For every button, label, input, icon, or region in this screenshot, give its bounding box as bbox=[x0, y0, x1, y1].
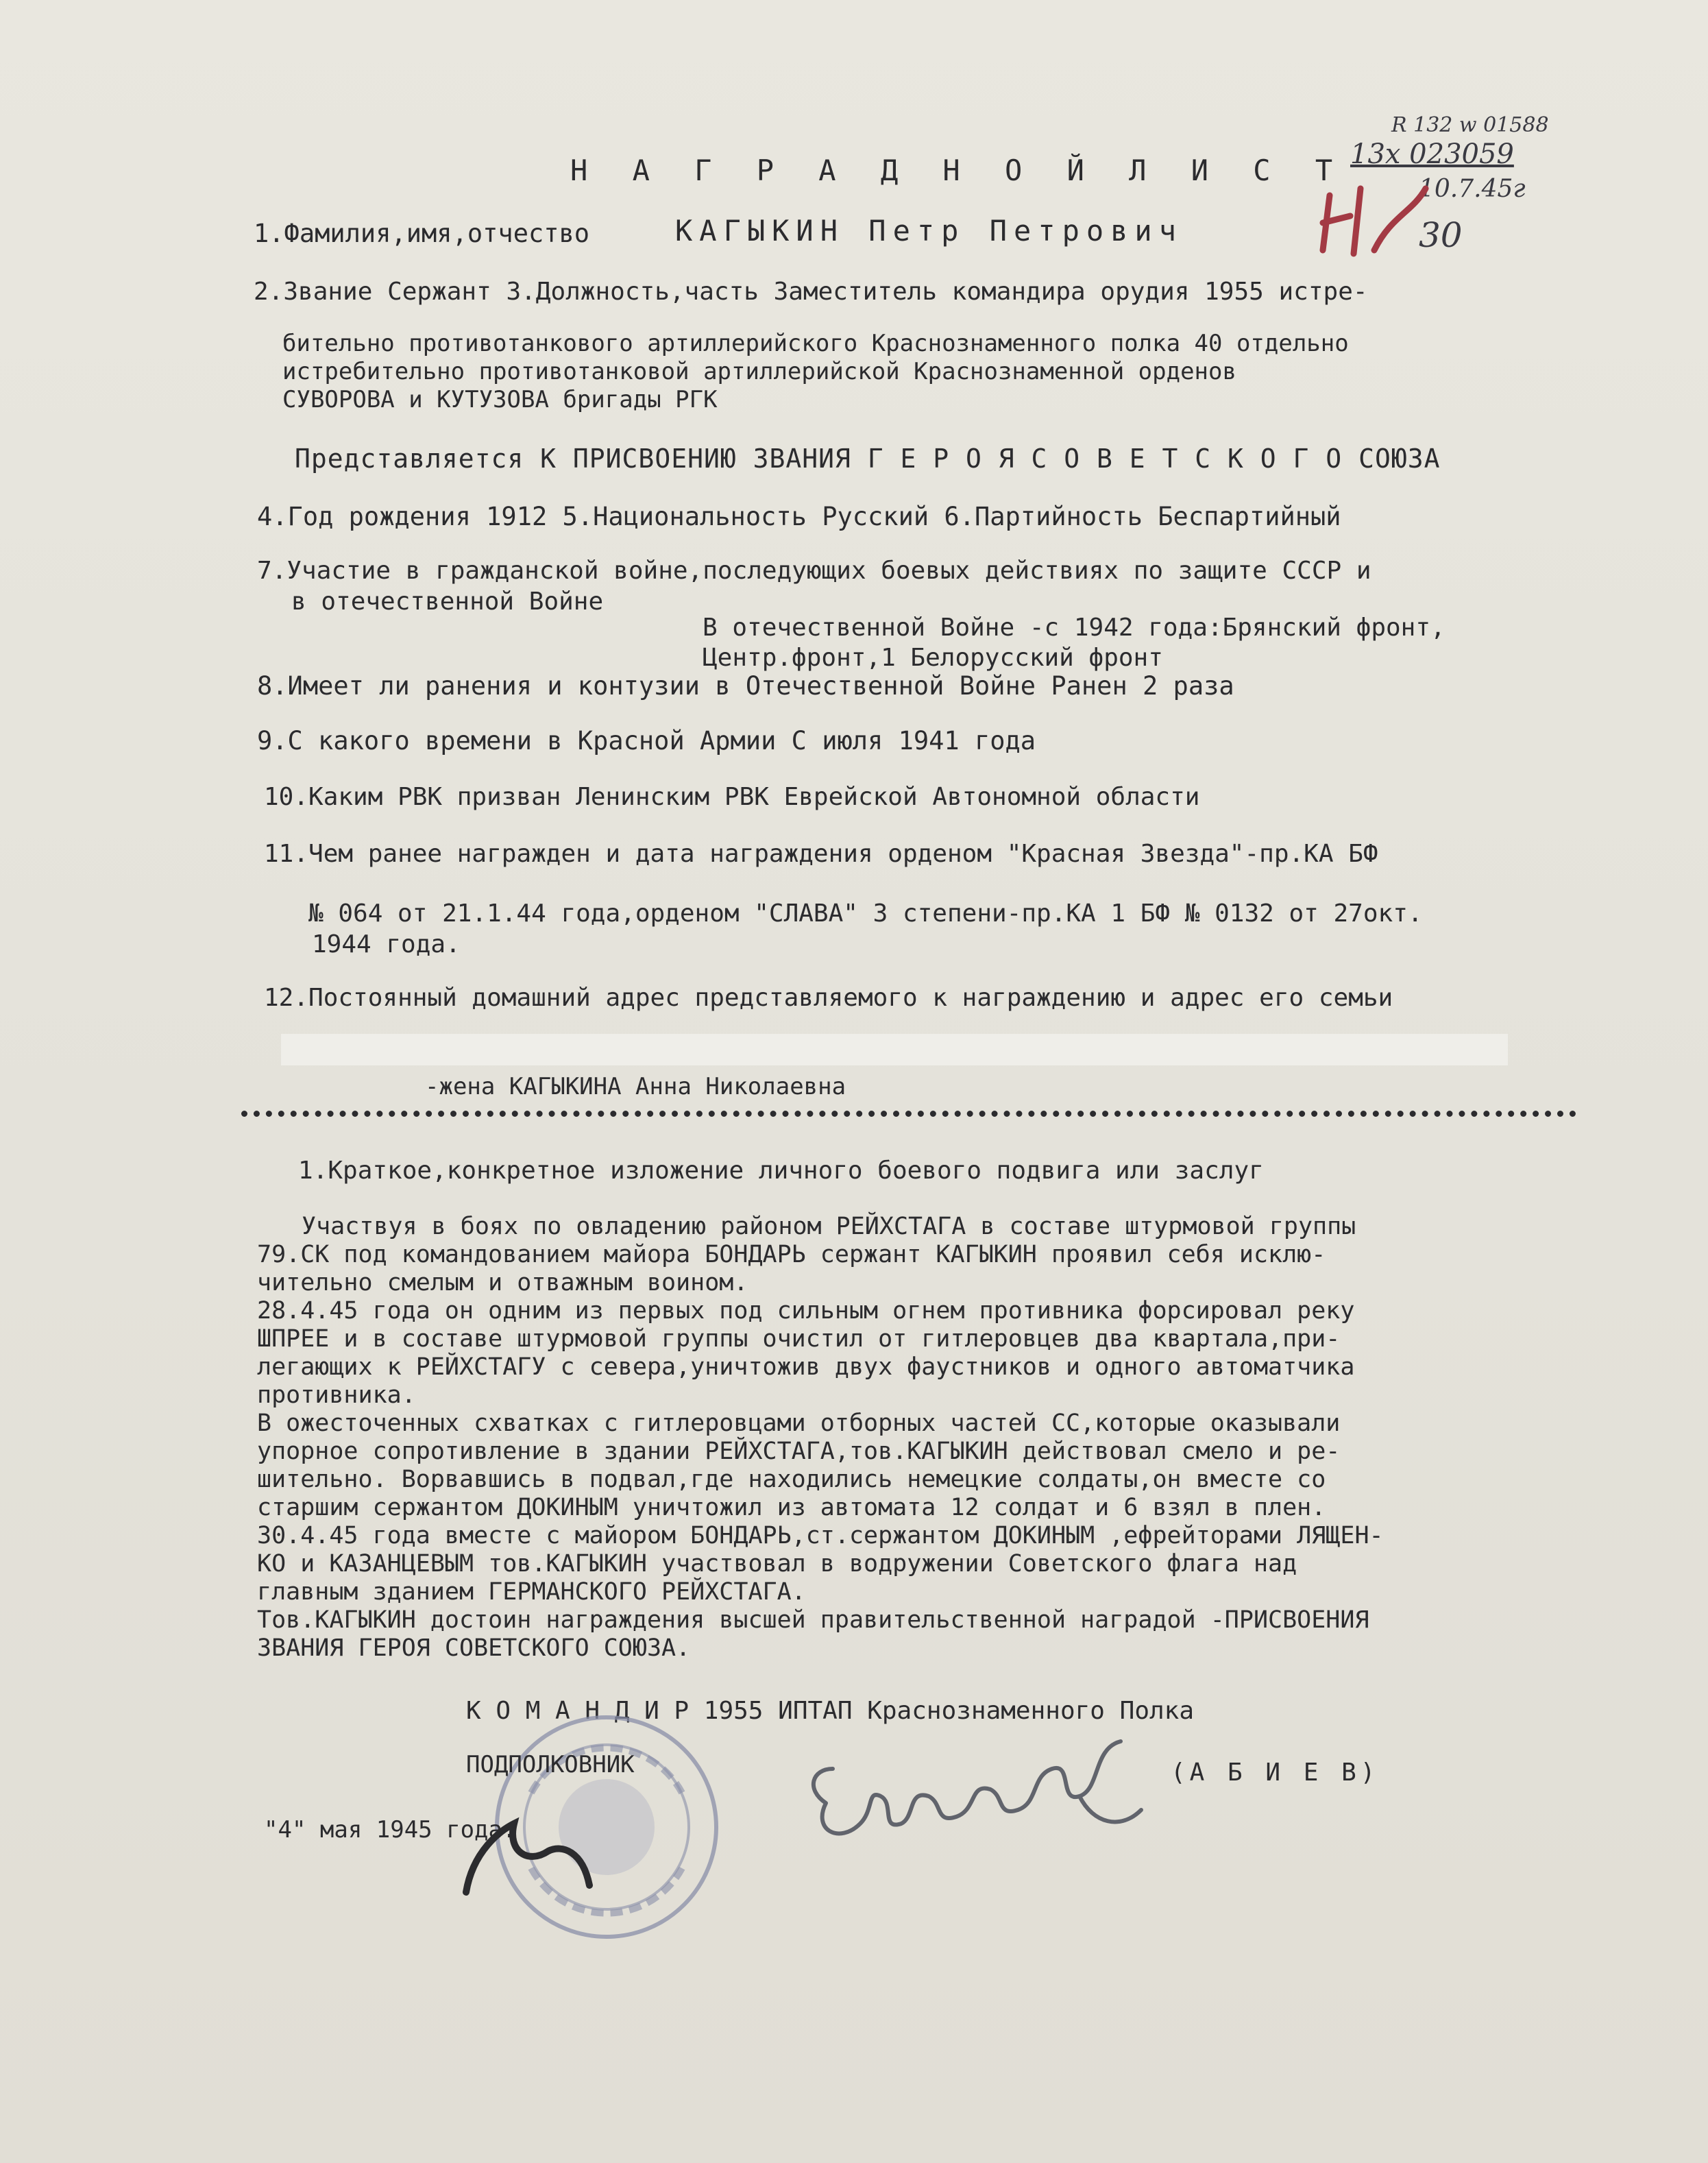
dotted-separator bbox=[241, 1111, 1576, 1117]
feat-line: старшим сержантом ДОКИНЫМ уничтожил из автомата 12 солдат и 6 взял в плен. bbox=[257, 1494, 1326, 1521]
feat-line: Тов.КАГЫКИН достоин награждения высшей правительственной наградой -ПРИСВОЕНИЯ bbox=[257, 1606, 1369, 1634]
commander-rank: ПОДПОЛКОВНИК bbox=[466, 1751, 635, 1778]
archive-number: 30 bbox=[1419, 215, 1463, 255]
field-1-label: 1.Фамилия,имя,отчество bbox=[254, 219, 590, 248]
red-pencil-mark-icon bbox=[1309, 175, 1432, 264]
archive-ref-2: 13х 023059 bbox=[1350, 138, 1514, 170]
feat-line: противника. bbox=[257, 1381, 416, 1409]
field-11-line-3: 1944 года. bbox=[312, 930, 461, 958]
archive-date: 10.7.45г bbox=[1419, 175, 1526, 203]
redacted-address-strip bbox=[281, 1034, 1508, 1065]
feat-line: упорное сопротивление в здании РЕЙХСТАГА,тов.КАГЫКИН действовал смело и ре- bbox=[257, 1438, 1341, 1465]
archive-ref-1: R 132 w 01588 bbox=[1391, 113, 1549, 137]
feat-heading: 1.Краткое,конкретное изложение личного боевого подвига или заслуг bbox=[298, 1157, 1264, 1185]
ink-scribble-icon bbox=[446, 1810, 610, 1906]
feat-line: В ожесточенных схватках с гитлеровцами отборных частей СС,которые оказывали bbox=[257, 1410, 1341, 1437]
field-9-line: 9.С какого времени в Красной Армии С июля 1941 года bbox=[257, 726, 1036, 756]
field-11-line-2: № 064 от 21.1.44 года,орденом "СЛАВА" 3 степени-пр.КА 1 БФ № 0132 от 27окт. bbox=[308, 899, 1423, 928]
field-10-line: 10.Каким РВК призван Ленинским РВК Еврейской Автономной области bbox=[264, 783, 1200, 811]
field-12-line-1: 12.Постоянный домашний адрес представляемого к награждению и адрес его семьи bbox=[264, 984, 1393, 1012]
feat-line: 30.4.45 года вместе с майором БОНДАРЬ,ст.сержантом ДОКИНЫМ ,ефрейторами ЛЯЩЕН- bbox=[257, 1522, 1384, 1549]
feat-line: главным зданием ГЕРМАНСКОГО РЕЙХСТАГА. bbox=[257, 1578, 806, 1606]
commander-name: (А Б И Е В) bbox=[1171, 1759, 1380, 1787]
field-2-line-2: бительно противотанкового артиллерийского Краснознаменного полка 40 отдельно bbox=[282, 330, 1349, 357]
field-8-line: 8.Имеет ли ранения и контузии в Отечественной Войне Ранен 2 раза bbox=[257, 671, 1234, 701]
feat-line: КО и КАЗАНЦЕВЫМ тов.КАГЫКИН участвовал в водружении Советского флага над bbox=[257, 1550, 1297, 1578]
feat-line: ШПРЕЕ и в составе штурмовой группы очистил от гитлеровцев два квартала,при- bbox=[257, 1325, 1341, 1353]
field-2-line-1: 2.Звание Сержант 3.Должность,часть Заместитель командира орудия 1955 истре- bbox=[254, 278, 1368, 306]
field-7-line-2: в отечественной Войне bbox=[291, 588, 604, 616]
document-title: Н А Г Р А Д Н О Й Л И С Т bbox=[570, 154, 1347, 187]
page-mark bbox=[1347, 199, 1356, 206]
feat-line: 79.СК под командованием майора БОНДАРЬ сержант КАГЫКИН проявил себя исклю- bbox=[257, 1241, 1326, 1268]
field-2-line-3: истребительно противотанковой артиллерийской Краснознаменной орденов bbox=[282, 358, 1236, 385]
field-7-line-3: В отечественной Войне -с 1942 года:Брянский фронт, bbox=[703, 614, 1445, 642]
feat-line: ЗВАНИЯ ГЕРОЯ СОВЕТСКОГО СОЮЗА. bbox=[257, 1634, 691, 1662]
field-2-line-4: СУВОРОВА и КУТУЗОВА бригады РГК bbox=[282, 386, 718, 413]
feat-line: шительно. Ворвавшись в подвал,где находились немецкие солдаты,он вместе со bbox=[257, 1466, 1326, 1493]
field-1-value: КАГЫКИН Петр Петрович bbox=[675, 214, 1184, 247]
feat-line: чительно смелым и отважным воином. bbox=[257, 1269, 748, 1296]
field-4-line: 4.Год рождения 1912 5.Национальность Русский 6.Партийность Беспартийный bbox=[257, 502, 1341, 531]
field-11-line-1: 11.Чем ранее награжден и дата награждения орденом "Красная Звезда"-пр.КА БФ bbox=[264, 840, 1378, 868]
feat-line: 28.4.45 года он одним из первых под сильным огнем противника форсировал реку bbox=[257, 1297, 1355, 1325]
field-12-line-2: -жена КАГЫКИНА Анна Николаевна bbox=[425, 1073, 846, 1100]
feat-line: легающих к РЕЙХСТАГУ с севера,уничтожив двух фаустников и одного автоматчика bbox=[257, 1353, 1355, 1381]
field-7-line-4: Центр.фронт,1 Белорусский фронт bbox=[703, 644, 1163, 672]
signature-icon bbox=[798, 1728, 1182, 1858]
presented-line: Представляется К ПРИСВОЕНИЮ ЗВАНИЯ Г Е Р О Я С О В Е Т С К О Г О СОЮЗА bbox=[295, 444, 1441, 474]
commander-title: К О М А Н Д И Р 1955 ИПТАП Краснознаменного Полка bbox=[466, 1697, 1195, 1725]
field-7-line-1: 7.Участие в гражданской войне,последующих боевых действиях по защите СССР и bbox=[257, 557, 1371, 585]
feat-line: Участвуя в боях по овладению районом РЕЙХСТАГА в составе штурмовой группы bbox=[302, 1213, 1356, 1240]
document-date: "4" мая 1945 года. bbox=[264, 1816, 517, 1844]
